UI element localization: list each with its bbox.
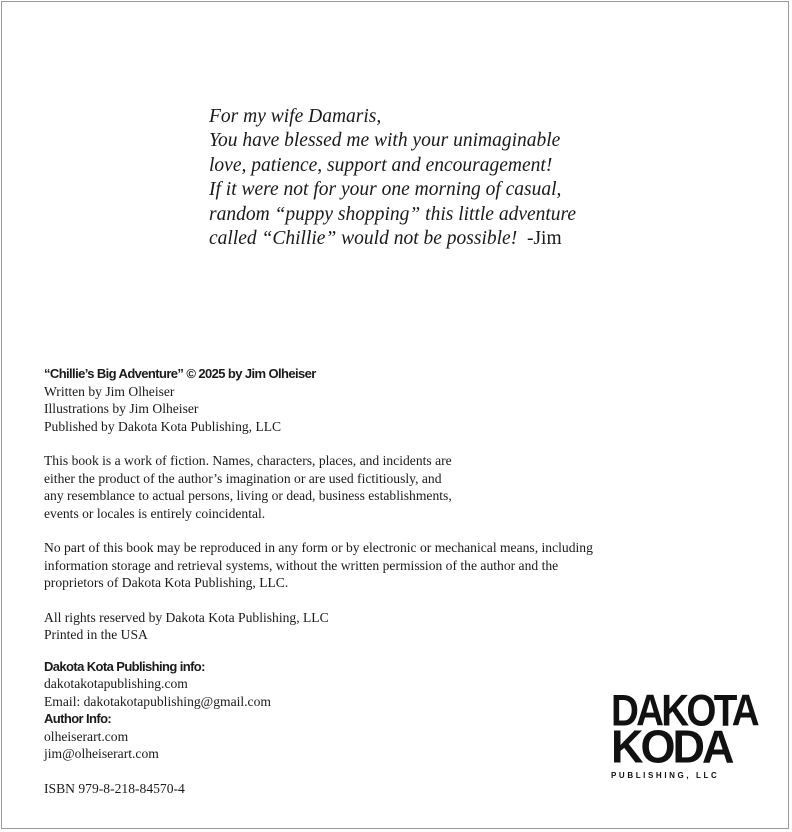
dedication-last-line [209,227,629,251]
spacer [44,522,684,539]
logo-word-koda: KODA [611,720,732,773]
illustrations-by: Illustrations by Jim Olheiser [44,401,199,416]
fiction-notice-line: This book is a work of fiction. Names, characters, places, and incidents are [44,453,452,468]
author-email: jim@olheiserart.com [44,746,159,761]
dedication-line: called “Chillie” would not be possible! [209,228,518,250]
written-by: Written by Jim Olheiser [44,383,175,399]
dedication-line: You have blessed me with your unimaginable [209,130,561,152]
dedication-line: If it were not for your one morning of casual, [209,179,562,201]
spacer [44,644,684,658]
printed-in: Printed in the USA [44,627,148,642]
spacer [44,592,684,609]
publisher-logo [611,685,757,792]
fiction-notice-line: any resemblance to actual persons, living or dead, business establishments, [44,488,452,503]
reproduction-notice-line: No part of this book may be reproduced in any form or by electronic or mechanical means, including [44,540,593,555]
dedication-signature: -Jim [526,228,562,250]
spacer [44,435,684,452]
copyright-title: “Chillie’s Big Adventure” © 2025 by Jim Olheiser [44,366,316,381]
reproduction-notice-line: information storage and retrieval systems, without the written permission of the author and the [44,557,559,573]
author-website: olheiserart.com [44,728,129,744]
dedication [209,105,629,251]
author-info-heading: Author Info: [44,711,112,726]
published-by: Published by Dakota Kota Publishing, LLC [44,418,282,434]
copyright-page [44,365,684,797]
spacer [44,763,684,780]
publisher-email: Email: dakotakotapublishing@gmail.com [44,693,271,709]
publisher-website: dakotakotapublishing.com [44,676,188,691]
fiction-notice-line: either the product of the author’s imagination or are used fictitiously, and [44,470,442,486]
dedication-line: For my wife Damaris, [209,106,382,127]
publisher-info-heading: Dakota Kota Publishing info: [44,658,205,674]
logo-word-dakota: DAKOTA [611,685,757,736]
dedication-line: random “puppy shopping” this little adventure [209,203,577,225]
logo-subtitle: PUBLISHING, LLC [611,770,720,780]
fiction-notice-line: events or locales is entirely coincidental. [44,505,266,521]
dedication-line: love, patience, support and encouragement! [209,154,553,176]
reproduction-notice-line: proprietors of Dakota Kota Publishing, LLC. [44,575,289,590]
rights-reserved: All rights reserved by Dakota Kota Publishing, LLC [44,609,329,625]
isbn: ISBN 979-8-218-84570-4 [44,780,185,796]
